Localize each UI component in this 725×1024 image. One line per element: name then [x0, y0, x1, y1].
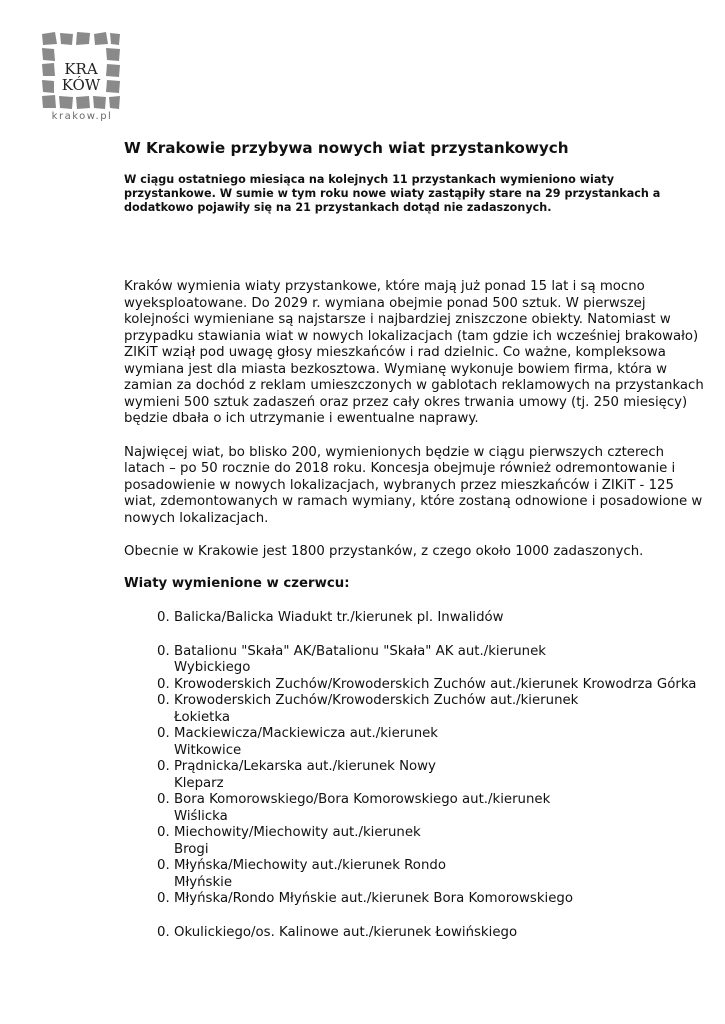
- list-item: [124, 925, 706, 942]
- stop-list: [124, 610, 706, 941]
- list-item: [124, 858, 706, 891]
- list-item: [124, 891, 706, 908]
- list-number: 0.: [157, 643, 170, 659]
- paragraph-3: Obecnie w Krakowie jest 1800 przystanków, z czego około 1000 zadaszonych.: [124, 544, 644, 559]
- list-item: [124, 610, 706, 627]
- list-item-text: Okulickiego/os. Kalinowe aut./kierunek Łowińskiego: [174, 924, 518, 940]
- list-item: [124, 693, 706, 726]
- paragraph-1: Kraków wymienia wiaty przystankowe, które mają już ponad 15 lat i są mocno wyeksploatowane. Do 2029 r. wymiana obejmie ponad 500 sztuk. W pierwszej kolejności wymieniane są najstarsze i najbardziej zniszczone obiekty. Natomiast w przypadku stawiania wiat w nowych lokalizacjach (tam gdzie ich wcześniej brakowało) ZIKiT wziął pod uwagę głosy mieszkańców i rad dzielnic. Co ważne, kompleksowa wymiana jest dla miasta bezkosztowa. Wymianę wykonuje bowiem firma, która w zamian za dochód z reklam umieszczonych w gablotach reklamowych na przystankach wymieni 500 sztuk zadaszeń oraz przez cały okres trwania umowy (tj. 250 miesięcy) będzie dbała o ich utrzymanie i ewentualne naprawy.: [124, 279, 704, 426]
- list-number: 0.: [157, 693, 170, 708]
- list-item-text: Młyńska/Rondo Młyńskie aut./kierunek Bora Komorowskiego: [174, 891, 573, 906]
- article: [124, 138, 706, 941]
- article-lead: W ciągu ostatniego miesiąca na kolejnych 11 przystankach wymieniono wiaty przystankowe. W sumie w tym roku nowe wiaty zastąpiły stare na 29 przystankach a dodatkowo pojawiły się na 21 przystankach dotąd nie zadaszonych.: [124, 173, 661, 214]
- list-number: 0.: [157, 726, 170, 741]
- list-item-text: Bora Komorowskiego/Bora Komorowskiego aut./kierunek Wiślicka: [174, 792, 551, 824]
- list-number: 0.: [157, 924, 170, 940]
- list-item: [124, 825, 706, 858]
- list-item: [124, 792, 706, 825]
- list-item-text: Krowoderskich Zuchów/Krowoderskich Zuchów aut./kierunek Krowodrza Górka: [174, 676, 697, 692]
- list-item-text: Krowoderskich Zuchów/Krowoderskich Zuchów aut./kierunek Łokietka: [174, 693, 579, 725]
- logo-line-1: KRA: [64, 60, 98, 78]
- list-item: [124, 759, 706, 792]
- paragraph-2: Najwięcej wiat, bo blisko 200, wymienionych będzie w ciągu pierwszych czterech latach – po 50 rocznie do 2018 roku. Koncesja obejmuje również odremontowanie i posadowienie w nowych lokalizacjach, wybranych przez mieszkańców i ZIKiT - 125 wiat, zdemontowanych w ramach wymiany, które zostaną odnowione i posadowione w nowych lokalizacjach.: [124, 444, 703, 526]
- list-item: [124, 644, 706, 677]
- list-number: 0.: [157, 610, 170, 625]
- list-number: 0.: [157, 759, 170, 774]
- logo-line-2: KÓW: [61, 76, 101, 94]
- list-number: 0.: [157, 825, 170, 840]
- list-item-text: Balicka/Balicka Wiadukt tr./kierunek pl. Inwalidów: [174, 610, 504, 625]
- list-item-text: Młyńska/Miechowity aut./kierunek Rondo Młyńskie: [174, 858, 446, 890]
- list-item: [124, 726, 706, 759]
- list-heading: Wiaty wymienione w czerwcu:: [124, 575, 350, 591]
- logo-caption: krakow.pl: [51, 111, 113, 122]
- list-item-text: Prądnicka/Lekarska aut./kierunek Nowy Kleparz: [174, 759, 436, 791]
- list-item-text: Batalionu "Skała" AK/Batalionu "Skała" AK aut./kierunek Wybickiego: [174, 643, 546, 675]
- list-number: 0.: [157, 858, 170, 873]
- list-item: [124, 677, 706, 694]
- list-number: 0.: [157, 676, 170, 692]
- list-item-text: Miechowity/Miechowity aut./kierunek Brogi: [174, 825, 421, 857]
- list-item-text: Mackiewicza/Mackiewicza aut./kierunek Witkowice: [174, 726, 439, 758]
- list-number: 0.: [157, 891, 170, 906]
- article-title: W Krakowie przybywa nowych wiat przystankowych: [124, 139, 569, 157]
- list-number: 0.: [157, 792, 170, 807]
